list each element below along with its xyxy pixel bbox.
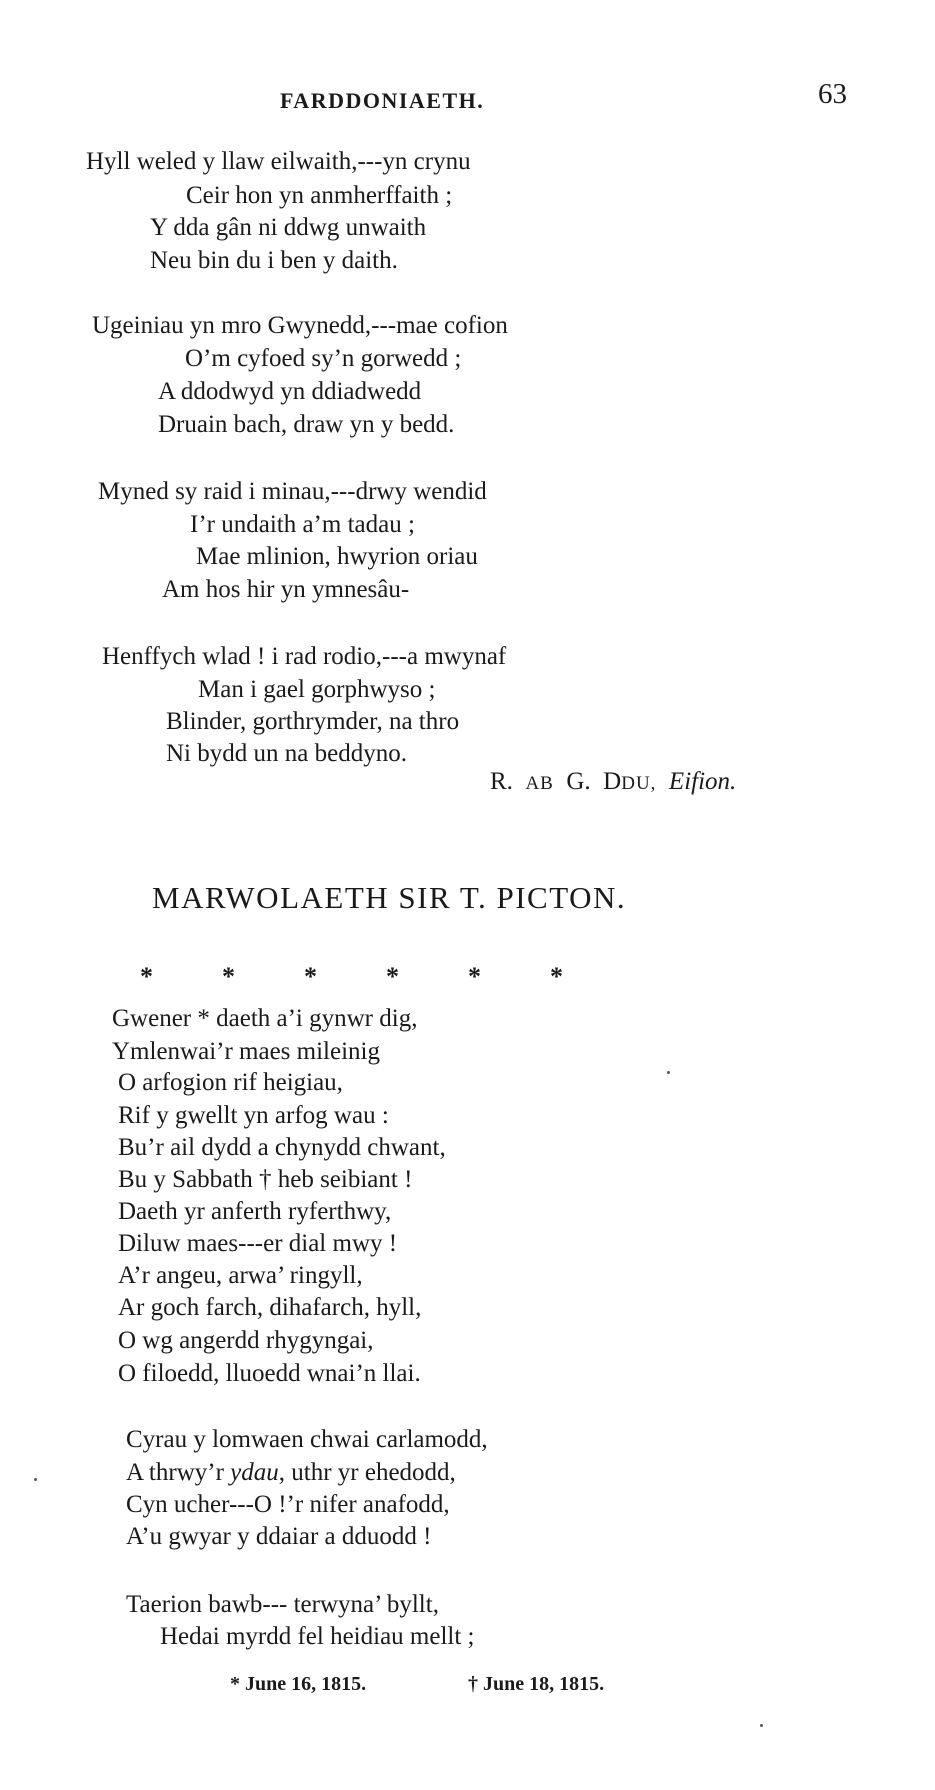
star: * [550, 962, 563, 991]
verse-line: A ddodwyd yn ddiadwedd [158, 378, 422, 405]
star: * [386, 962, 399, 991]
star: * [304, 962, 317, 991]
verse-line: Bu y Sabbath † heb seibiant ! [118, 1166, 413, 1193]
verse-line: Y dda gân ni ddwg unwaith [150, 214, 427, 241]
verse-line: A’r angeu, arwa’ ringyll, [118, 1262, 363, 1289]
verse-line: Hedai myrdd fel heidiau mellt ; [160, 1623, 475, 1650]
verse-line: Am hos hir yn ymnesâu- [162, 576, 410, 603]
verse-line: Henffych wlad ! i rad rodio,---a mwynaf [102, 643, 507, 670]
verse-line: O filoedd, lluoedd wnai’n llai. [118, 1360, 421, 1387]
verse-line: Taerion bawb--- terwyna’ byllt, [126, 1591, 439, 1618]
star: * [468, 962, 481, 991]
verse-line: Ar goch farch, dihafarch, hyll, [118, 1294, 422, 1321]
poem-title: MARWOLAETH SIR T. PICTON. [152, 880, 627, 915]
footnote-star: * June 16, 1815. [230, 1673, 367, 1695]
verse-line: Neu bin du i ben y daith. [150, 247, 398, 274]
verse-line: Man i gael gorphwyso ; [198, 676, 436, 703]
star: * [140, 962, 153, 991]
verse-line: A’u gwyar y ddaiar a dduodd ! [126, 1523, 432, 1550]
verse-line: I’r undaith a’m tadau ; [190, 511, 415, 538]
verse-line: A thrwy’r ydau, uthr yr ehedodd, [126, 1459, 456, 1486]
asterism-divider [140, 962, 632, 992]
verse-line: Myned sy raid i minau,---drwy wendid [98, 478, 487, 505]
star: * [222, 962, 235, 991]
verse-line: O wg angerdd rhygyngai, [118, 1327, 374, 1354]
verse-line: Blinder, gorthrymder, na thro [166, 708, 460, 735]
verse-line: Rif y gwellt yn arfog wau : [118, 1102, 389, 1129]
verse-line: O arfogion rif heigiau, [118, 1069, 343, 1096]
verse-line: Diluw maes---er dial mwy ! [118, 1230, 398, 1257]
scan-speck [667, 1071, 670, 1074]
verse-line: Ni bydd un na beddyno. [166, 740, 407, 767]
verse-line: Ugeiniau yn mro Gwynedd,---mae cofion [92, 312, 508, 339]
running-header: FARDDONIAETH. [280, 88, 485, 113]
author-attribution: R. AB G. DDU, Eifion. [490, 768, 737, 795]
verse-line: Bu’r ail dydd a chynydd chwant, [118, 1134, 446, 1161]
scan-speck [34, 1478, 37, 1481]
verse-line: Hyll weled y llaw eilwaith,---yn crynu [86, 148, 471, 175]
verse-line: O’m cyfoed sy’n gorwedd ; [185, 345, 462, 372]
page-number: 63 [818, 78, 847, 110]
verse-line: Mae mlinion, hwyrion oriau [196, 543, 478, 570]
verse-line: Druain bach, draw yn y bedd. [158, 411, 455, 438]
verse-line: Gwener * daeth a’i gynwr dig, [112, 1005, 418, 1032]
verse-line: Cyrau y lomwaen chwai carlamodd, [126, 1426, 488, 1453]
verse-line: Ceir hon yn anmherffaith ; [186, 182, 453, 209]
verse-line: Daeth yr anferth ryferthwy, [118, 1198, 392, 1225]
verse-line: Cyn ucher---O !’r nifer anafodd, [126, 1491, 450, 1518]
footnote-dagger: † June 18, 1815. [468, 1673, 605, 1695]
verse-line: Ymlenwai’r maes mileinig [112, 1038, 380, 1065]
scan-speck [760, 1724, 763, 1727]
